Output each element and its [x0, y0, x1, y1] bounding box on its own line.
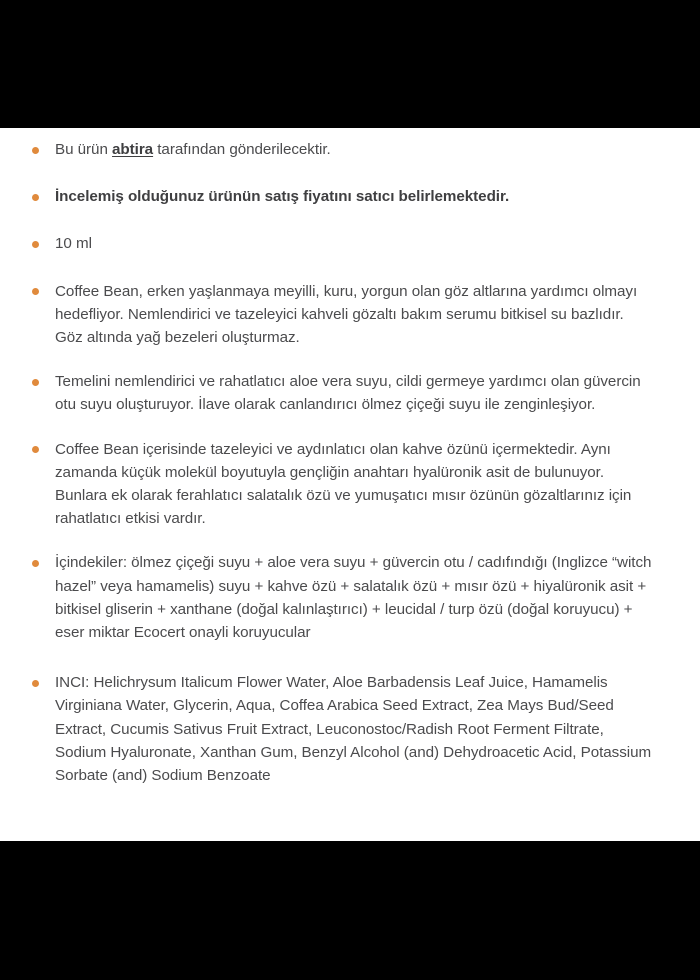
product-description-panel: [0, 128, 700, 841]
volume-text: 10 ml: [55, 235, 92, 253]
price-note-text: İncelemiş olduğunuz ürünün satış fiyatını satıcı belirlemektedir.: [55, 188, 510, 206]
list-item-product-overview: [24, 280, 654, 350]
active-ingredients-text: Coffee Bean içerisinde tazeleyici ve aydınlatıcı olan kahve özünü içermektedir. Aynı zamanda küçük molekül boyutuyla gençliğin anahtarı hyalüronik asit de bulunuyor. Bunlara ek olarak ferahlatıcı salatalık özü ve yumuşatıcı mısır özünün gözaltlarınız için rahatlatıcı etkisi vardır.: [55, 440, 632, 528]
bullet-dot-icon: [32, 194, 39, 201]
bullet-dot-icon: [32, 288, 39, 295]
ingredients-inci-text: INCI: Helichrysum Italicum Flower Water, Aloe Barbadensis Leaf Juice, Hamamelis Virginiana Water, Glycerin, Aqua, Coffea Arabica Seed Extract, Zea Mays Bud/Seed Extract, Cucumis Sativus Fruit Extract, Leuconostoc/Radish Root Ferment Filtrate, Sodium Hyaluronate, Xanthan Gum, Benzyl Alcohol (and) Dehydroacetic Acid, Potassium Sorbate (and) Sodium Benzoate: [55, 674, 652, 785]
product-overview-text: Coffee Bean, erken yaşlanmaya meyilli, kuru, yorgun olan göz altlarına yardımcı olmayı hedefliyor. Nemlendirici ve tazeleyici kahveli gözaltı bakım serumu bitkisel su bazlıdır. Göz altında yağ bezeleri oluşturmaz.: [55, 282, 638, 347]
shipping-note-seller-name: abtira: [112, 141, 154, 158]
bullet-dot-icon: [32, 680, 39, 687]
bullet-dot-icon: [32, 446, 39, 453]
list-item-volume: [24, 232, 654, 255]
bullet-dot-icon: [32, 241, 39, 248]
bullet-dot-icon: [32, 379, 39, 386]
list-item-base-ingredients: [24, 370, 654, 416]
list-item-ingredients-turkish: [24, 551, 654, 644]
shipping-note-suffix: tarafından gönderilecektir.: [153, 141, 331, 158]
product-description-bullet-list: [24, 138, 654, 787]
ingredients-turkish-text: İçindekiler: ölmez çiçeği suyu + aloe vera suyu + güvercin otu / cadıfındığı (Inglizce “witch hazel” veya hamamelis) suyu + kahve özü + salatalık özü + mısır özü + hiyalüronik asit + bitkisel gliserin + xanthane (doğal kalınlaştırıcı) + leucidal / turp özü (doğal koruyucu) + eser miktar Ecocert onayli koruyucular: [55, 554, 652, 642]
list-item-active-ingredients: [24, 438, 654, 531]
bullet-dot-icon: [32, 560, 39, 567]
bullet-dot-icon: [32, 147, 39, 154]
list-item-price-note: [24, 185, 654, 208]
base-ingredients-text: Temelini nemlendirici ve rahatlatıcı aloe vera suyu, cildi germeye yardımcı olan güvercin otu suyu oluşturuyor. İlave olarak canlandırıcı ölmez çiçeği suyu ile zenginleşiyor.: [55, 373, 641, 414]
list-item-shipping-note: [24, 138, 654, 161]
shipping-note-prefix: Bu ürün: [55, 141, 113, 158]
list-item-ingredients-inci: [24, 671, 654, 787]
